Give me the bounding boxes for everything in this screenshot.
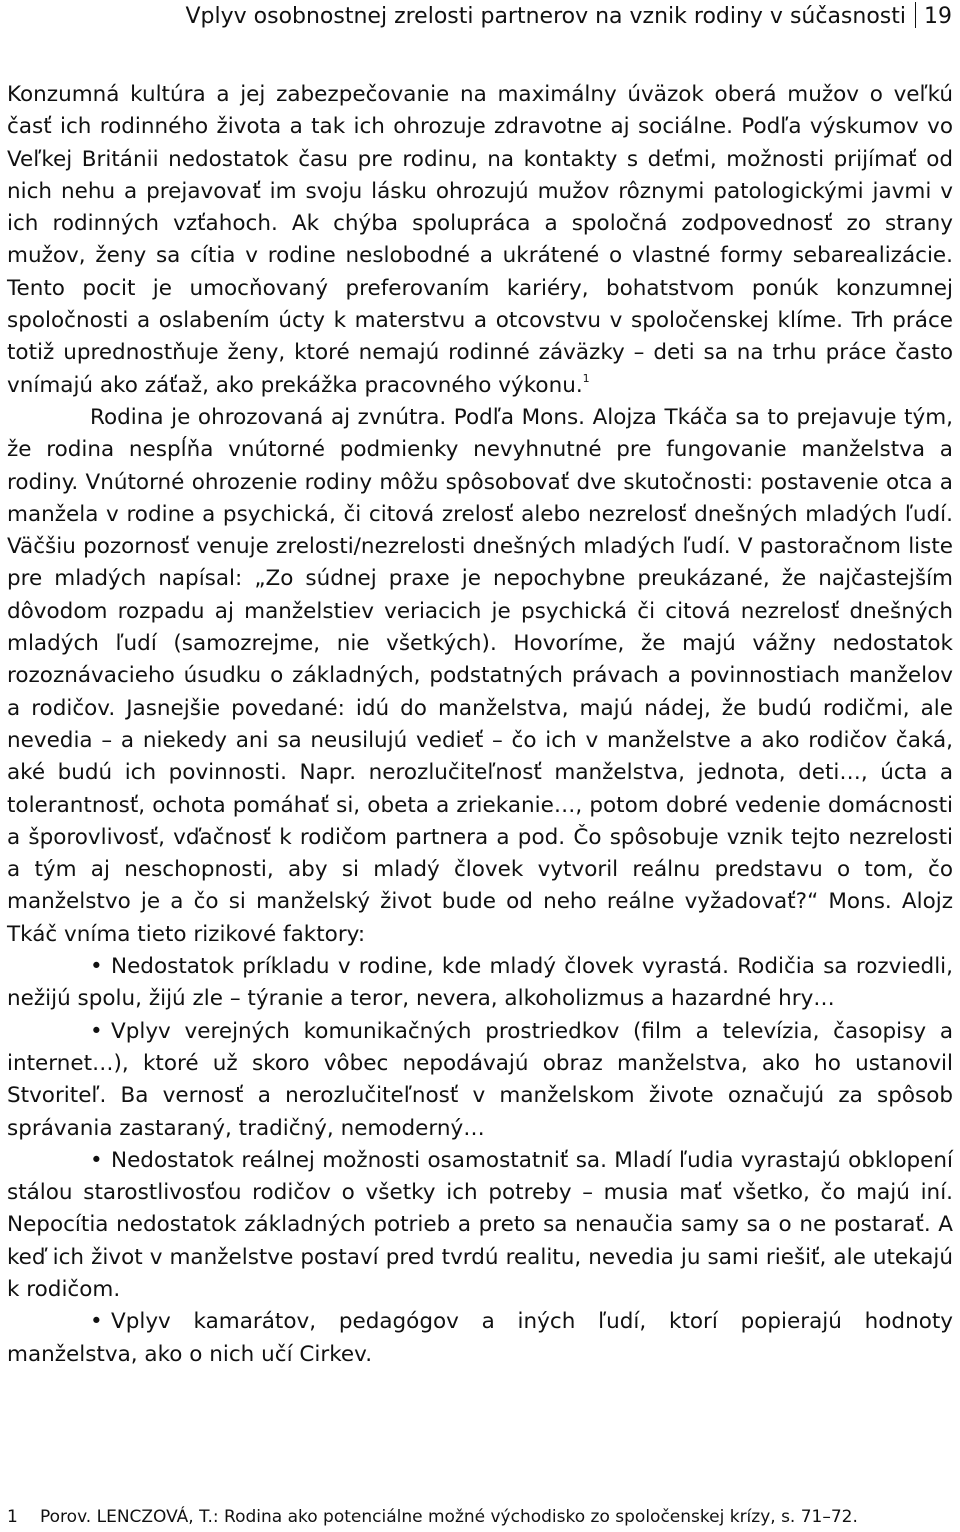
list-item-text: Vplyv kamarátov, pedagógov a iných ľudí, ktorí popierajú hodnoty manželstva, ako o nich učí Cirkev. xyxy=(7,1309,953,1367)
list-item-text: Vplyv verejných komunikačných prostriedkov (film a televízia, časopisy a internet…), ktoré už skoro vôbec nepodávajú obraz manželstva, ako ho ustanovil Stvoriteľ. Ba vernosť a nerozlučiteľnosť v manželskom živote označujú za spôsob správania zastaraný, tradičný, nemoderný… xyxy=(7,1018,953,1141)
footnote-text: Porov. LENCZOVÁ, T.: Rodina ako potenciálne možné východisko zo spoločenskej krízy, s. 71–72. xyxy=(40,1507,858,1527)
list-item xyxy=(7,1016,953,1145)
header-separator xyxy=(915,2,916,28)
list-item-text: Nedostatok reálnej možnosti osamostatniť sa. Mladí ľudia vyrastajú obklopení stálou starostlivosťou rodičov o všetky ich potreby – musia mať všetko, čo majú iní. Nepocítia nedostatok základných potrieb a preto sa nenaučia samy sa o ne postarať. A keď ich život v manželstve postaví pred tvrdú realitu, nevedia ju sami riešiť, ale utekajú k rodičom. xyxy=(7,1147,953,1302)
footnote-number: 1 xyxy=(7,1507,18,1527)
running-header xyxy=(185,2,952,32)
paragraph-text: Rodina je ohrozovaná aj zvnútra. Podľa Mons. Alojza Tkáča sa to prejavuje tým, že rodina nespĺňa vnútorné podmienky nevyhnutné pre fungovanie manželstva a rodiny. Vnútorné ohrozenie rodiny môžu spôsobovať dve skutočnosti: postavenie otca a manžela v rodine a psychická, či citová zrelosť alebo nezrelosť dnešných mladých ľudí. Väčšiu pozornosť venuje zrelosti/nezrelosti dnešných mladých ľudí. V pastoračnom liste pre mladých napísal: „Zo súdnej praxe je nepochybne preukázané, že najčastejším dôvodom rozpadu aj manželstiev veriacich je psychická či citová nezrelosť dnešných mladých ľudí (samozrejme, nie všetkých). Hovoríme, že majú vážny nedostatok rozoznávacieho úsudku o základných, podstatných právach a povinnostiach manželov a rodičov. Jasnejšie povedané: idú do manželstva, majú nádej, že budú rodičmi, ale nevedia – a niekedy ani sa neusilujú vedieť – čo ich v manželstve a ako rodičov čaká, aké budú ich povinnosti. Napr. nerozlučiteľnosť manželstva, jednota, deti…, úcta a tolerantnosť, ochota pomáhať si, obeta a zriekanie…, potom dobré vedenie domácnosti a šporovlivosť, vďačnosť k rodičom partnera a pod. Čo spôsobuje vznik tejto nezrelosti a tým aj neschopnosti, aby si mladý človek vytvoril reálnu predstavu o tom, čo manželstvo je a čo si manželský život bude od neho reálne vyžadovať?“ Mons. Alojz Tkáč vníma tieto rizikové faktory: xyxy=(7,404,953,947)
list-item xyxy=(7,1306,953,1371)
paragraph xyxy=(7,79,953,402)
running-header-title: Vplyv osobnostnej zrelosti partnerov na vznik rodiny v súčasnosti xyxy=(185,4,906,29)
list-item-text: Nedostatok príkladu v rodine, kde mladý človek vyrastá. Rodičia sa rozviedli, nežijú spolu, žijú zle – týranie a teror, nevera, alkoholizmus a hazardné hry… xyxy=(7,954,953,1012)
bullet-icon: • xyxy=(90,954,103,980)
paragraph xyxy=(7,402,953,951)
list-item xyxy=(7,951,953,1016)
bullet-icon: • xyxy=(90,1309,103,1335)
footnote-reference: 1 xyxy=(582,371,590,385)
page-number: 19 xyxy=(924,4,952,29)
list-item xyxy=(7,1145,953,1306)
footnote xyxy=(7,1505,953,1529)
paragraph-text: Konzumná kultúra a jej zabezpečovanie na maximálny úväzok oberá mužov o veľkú časť ich rodinného života a tak ich ohrozuje zdravotne aj sociálne. Podľa výskumov vo Veľkej Británii nedostatok času pre rodinu, na kontakty s deťmi, možnosti prijímať od nich nehu a prejavovať im svoju lásku ohrozujú mužov rôznymi patologickými javmi v ich rodinných vzťahoch. Ak chýba spolupráca a spoločná zodpovednosť zo strany mužov, ženy sa cítia v rodine neslobodné a ukrátené o vlastné formy sebarealizácie. Tento pocit je umocňovaný preferovaním kariéry, bohatstvom ponúk konzumnej spoločnosti a oslabením úcty k materstvu a otcovstvu v spoločenskej klíme. Trh práce totiž uprednostňuje ženy, ktoré nemajú rodinné záväzky – deti sa na trhu práce často vnímajú ako záťaž, ako prekážka pracovného výkonu. xyxy=(7,82,953,398)
bullet-icon: • xyxy=(90,1147,103,1173)
body-text xyxy=(7,79,953,1371)
bullet-icon: • xyxy=(90,1018,103,1044)
